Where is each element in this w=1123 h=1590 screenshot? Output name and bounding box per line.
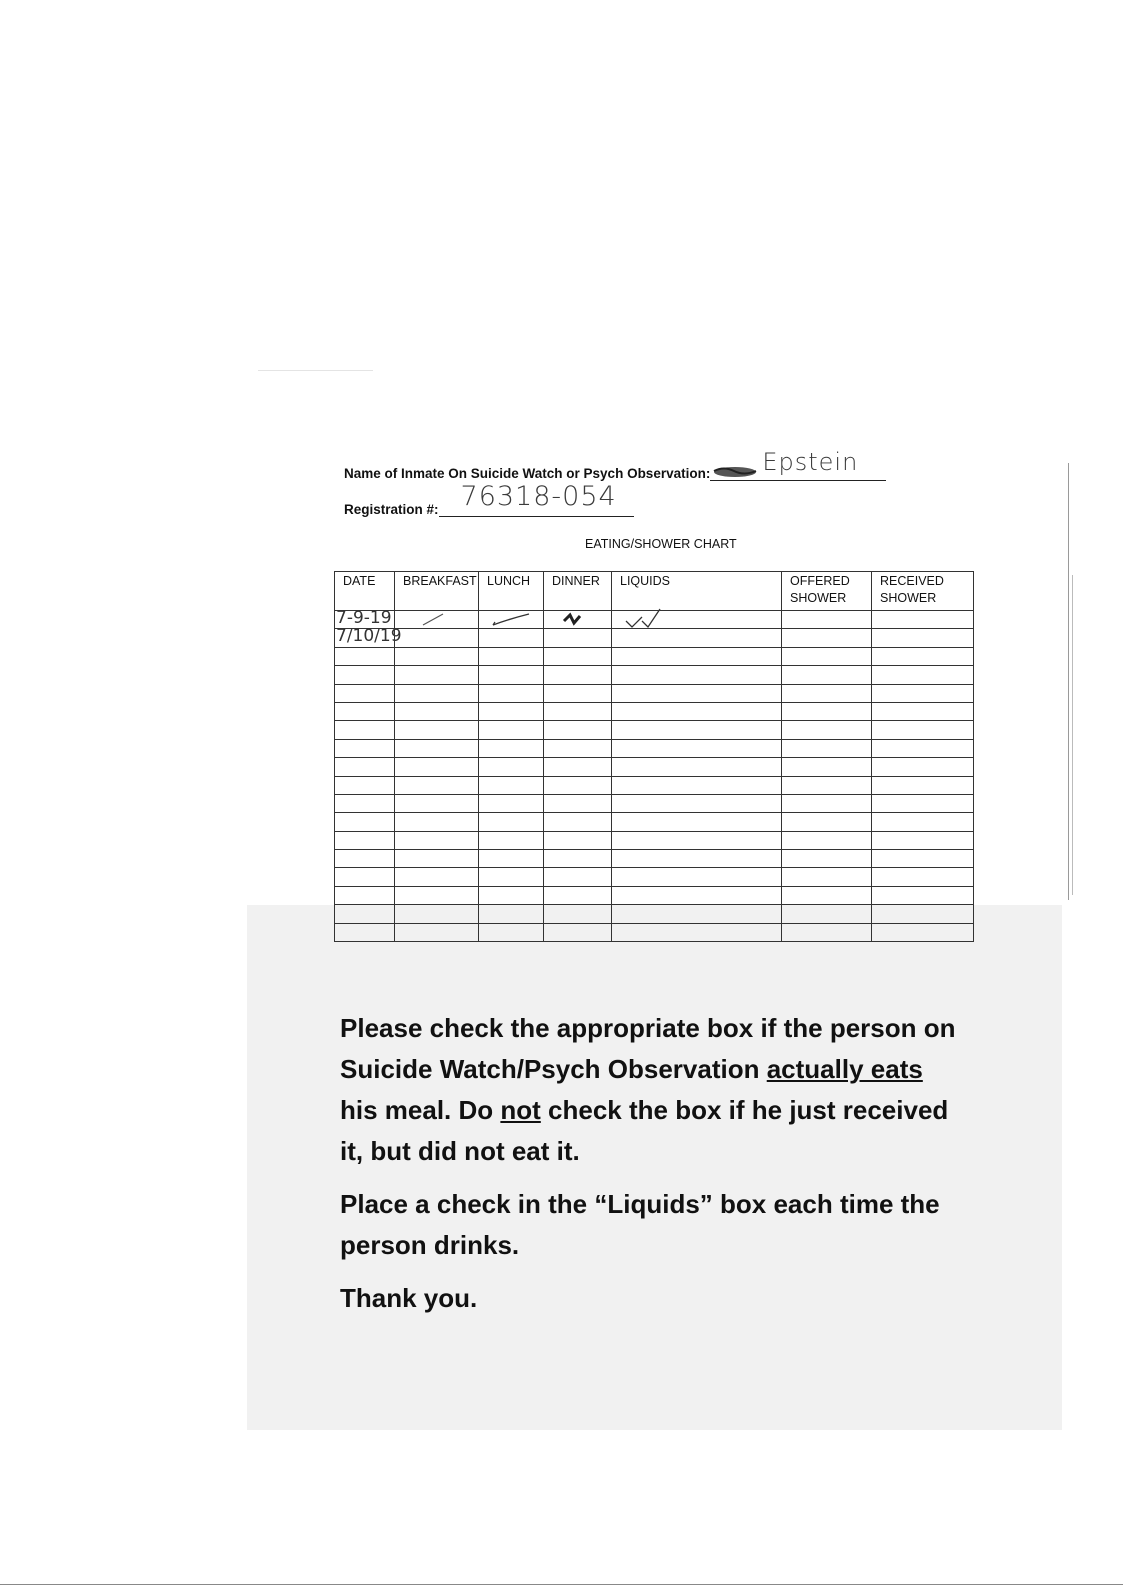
lunch-cell[interactable] — [479, 905, 544, 923]
lunch-cell[interactable] — [479, 886, 544, 904]
received-shower-cell[interactable] — [872, 831, 974, 849]
dinner-cell[interactable] — [544, 905, 612, 923]
table-row — [335, 905, 974, 923]
breakfast-cell[interactable] — [395, 923, 479, 941]
inmate-name-line — [710, 448, 886, 481]
offered-shower-cell[interactable] — [782, 611, 872, 629]
date-cell[interactable] — [335, 868, 395, 886]
inmate-name-label: Name of Inmate On Suicide Watch or Psych Observation: — [344, 466, 711, 481]
lunch-cell[interactable] — [479, 794, 544, 812]
offered-shower-cell[interactable] — [782, 776, 872, 794]
dinner-cell[interactable] — [544, 831, 612, 849]
lunch-cell[interactable] — [479, 611, 544, 629]
received-shower-cell[interactable] — [872, 666, 974, 684]
col-header-date: DATE — [335, 572, 395, 611]
table-row — [335, 684, 974, 702]
registration-line — [439, 481, 634, 517]
table-row — [335, 666, 974, 684]
date-cell[interactable] — [335, 794, 395, 812]
offered-shower-cell[interactable] — [782, 629, 872, 647]
page-fold-line — [1068, 463, 1069, 900]
breakfast-cell[interactable] — [395, 629, 479, 647]
dinner-cell[interactable] — [544, 923, 612, 941]
dinner-cell[interactable] — [544, 850, 612, 868]
table-row — [335, 868, 974, 886]
lunch-cell[interactable] — [479, 721, 544, 739]
liquids-cell[interactable] — [612, 923, 782, 941]
table-row — [335, 923, 974, 941]
lunch-cell[interactable] — [479, 923, 544, 941]
date-cell[interactable] — [335, 702, 395, 720]
liquids-cell[interactable] — [612, 739, 782, 757]
instruction-text: his meal. Do — [340, 1095, 501, 1125]
breakfast-cell[interactable] — [395, 666, 479, 684]
received-shower-cell[interactable] — [872, 850, 974, 868]
liquids-cell[interactable] — [612, 868, 782, 886]
dinner-cell[interactable] — [544, 813, 612, 831]
offered-shower-cell[interactable] — [782, 886, 872, 904]
received-shower-cell[interactable] — [872, 776, 974, 794]
breakfast-cell[interactable] — [395, 813, 479, 831]
instruction-emphasis: actually eats — [766, 1054, 923, 1084]
date-cell[interactable] — [335, 850, 395, 868]
lunch-cell[interactable] — [479, 629, 544, 647]
inmate-name-row — [344, 448, 886, 481]
date-cell[interactable] — [335, 831, 395, 849]
lunch-cell[interactable] — [479, 850, 544, 868]
table-row — [335, 647, 974, 665]
date-cell[interactable] — [335, 813, 395, 831]
date-cell[interactable] — [335, 684, 395, 702]
bottom-rule — [0, 1584, 1123, 1585]
breakfast-cell[interactable] — [395, 868, 479, 886]
offered-shower-cell[interactable] — [782, 794, 872, 812]
liquids-cell[interactable] — [612, 702, 782, 720]
lunch-cell[interactable] — [479, 647, 544, 665]
received-shower-cell[interactable] — [872, 721, 974, 739]
offered-shower-cell[interactable] — [782, 684, 872, 702]
breakfast-check-icon — [395, 611, 479, 629]
dinner-cell[interactable] — [544, 886, 612, 904]
col-header-dinner: DINNER — [544, 572, 612, 611]
breakfast-cell[interactable] — [395, 611, 479, 629]
liquids-cell[interactable] — [612, 776, 782, 794]
instructions-block — [340, 1008, 960, 1331]
liquids-cell[interactable] — [612, 850, 782, 868]
table-row — [335, 776, 974, 794]
breakfast-cell[interactable] — [395, 905, 479, 923]
breakfast-cell[interactable] — [395, 794, 479, 812]
received-shower-cell[interactable] — [872, 611, 974, 629]
dinner-cell[interactable] — [544, 721, 612, 739]
offered-shower-cell[interactable] — [782, 702, 872, 720]
table-header-row — [335, 572, 974, 611]
lunch-cell[interactable] — [479, 831, 544, 849]
liquids-cell[interactable] — [612, 629, 782, 647]
col-header-offered-shower: OFFERED SHOWER — [782, 572, 872, 611]
liquids-cell[interactable] — [612, 721, 782, 739]
liquids-cell[interactable] — [612, 684, 782, 702]
received-shower-cell[interactable] — [872, 647, 974, 665]
date-cell[interactable] — [335, 647, 395, 665]
received-shower-cell[interactable] — [872, 702, 974, 720]
dinner-check-icon — [544, 611, 612, 629]
table-row — [335, 739, 974, 757]
dinner-cell[interactable] — [544, 611, 612, 629]
liquids-cell[interactable] — [612, 886, 782, 904]
offered-shower-cell[interactable] — [782, 721, 872, 739]
dinner-cell[interactable] — [544, 666, 612, 684]
dinner-cell[interactable] — [544, 794, 612, 812]
offered-shower-cell[interactable] — [782, 905, 872, 923]
lunch-cell[interactable] — [479, 776, 544, 794]
table-row — [335, 629, 974, 647]
breakfast-cell[interactable] — [395, 702, 479, 720]
offered-shower-cell[interactable] — [782, 813, 872, 831]
breakfast-cell[interactable] — [395, 721, 479, 739]
dinner-cell[interactable] — [544, 629, 612, 647]
breakfast-cell[interactable] — [395, 739, 479, 757]
offered-shower-cell[interactable] — [782, 666, 872, 684]
dinner-cell[interactable] — [544, 684, 612, 702]
table-row — [335, 721, 974, 739]
lunch-cell[interactable] — [479, 813, 544, 831]
chart-title: EATING/SHOWER CHART — [585, 537, 737, 551]
instruction-text: Please check the appropriate box if the person on Suicide Watch/Psych Observation — [340, 1013, 956, 1084]
table-row — [335, 702, 974, 720]
received-shower-cell[interactable] — [872, 813, 974, 831]
date-handwritten: 7/10/19 — [336, 626, 402, 647]
received-shower-cell[interactable] — [872, 758, 974, 776]
dinner-cell[interactable] — [544, 739, 612, 757]
col-header-lunch: LUNCH — [479, 572, 544, 611]
offered-shower-cell[interactable] — [782, 739, 872, 757]
table-row — [335, 758, 974, 776]
offered-shower-cell[interactable] — [782, 868, 872, 886]
registration-row — [344, 481, 634, 517]
col-header-liquids: LIQUIDS — [612, 572, 782, 611]
received-shower-cell[interactable] — [872, 905, 974, 923]
date-cell[interactable] — [335, 905, 395, 923]
breakfast-cell[interactable] — [395, 886, 479, 904]
received-shower-cell[interactable] — [872, 868, 974, 886]
liquids-cell[interactable] — [612, 831, 782, 849]
offered-shower-cell[interactable] — [782, 647, 872, 665]
date-cell[interactable] — [335, 886, 395, 904]
dinner-cell[interactable] — [544, 758, 612, 776]
offered-shower-cell[interactable] — [782, 758, 872, 776]
received-shower-cell[interactable] — [872, 739, 974, 757]
lunch-cell[interactable] — [479, 684, 544, 702]
lunch-cell[interactable] — [479, 868, 544, 886]
dinner-cell[interactable] — [544, 702, 612, 720]
liquids-cell[interactable] — [612, 794, 782, 812]
date-cell[interactable] — [335, 739, 395, 757]
breakfast-cell[interactable] — [395, 831, 479, 849]
offered-shower-cell[interactable] — [782, 850, 872, 868]
col-header-breakfast: BREAKFAST — [395, 572, 479, 611]
lunch-cell[interactable] — [479, 702, 544, 720]
date-handwritten: 7-9-19 — [336, 608, 392, 628]
instruction-text: check the box if he just received it, but did not eat it. — [340, 1095, 949, 1166]
liquids-cell[interactable] — [612, 611, 782, 629]
instruction-emphasis: not — [500, 1095, 541, 1125]
faint-rule — [258, 370, 373, 371]
registration-label: Registration #: — [344, 502, 439, 517]
lunch-cell[interactable] — [479, 758, 544, 776]
registration-handwritten: 76318-054 — [460, 481, 617, 512]
received-shower-cell[interactable] — [872, 794, 974, 812]
page-fold-line-2 — [1072, 575, 1073, 895]
table-row — [335, 850, 974, 868]
date-cell[interactable] — [335, 776, 395, 794]
lunch-check-icon — [479, 611, 544, 629]
liquids-check-icon — [612, 611, 782, 629]
eating-shower-table — [334, 571, 974, 942]
dinner-cell[interactable] — [544, 868, 612, 886]
table-row — [335, 813, 974, 831]
breakfast-cell[interactable] — [395, 776, 479, 794]
liquids-cell[interactable] — [612, 905, 782, 923]
date-cell[interactable] — [335, 666, 395, 684]
table-row — [335, 611, 974, 629]
table-row — [335, 794, 974, 812]
liquids-cell[interactable] — [612, 647, 782, 665]
received-shower-cell[interactable] — [872, 923, 974, 941]
table-row — [335, 831, 974, 849]
liquids-cell[interactable] — [612, 666, 782, 684]
instruction-paragraph-3: Thank you. — [340, 1283, 478, 1313]
date-cell[interactable] — [335, 626, 402, 647]
dinner-cell[interactable] — [544, 647, 612, 665]
lunch-cell[interactable] — [479, 739, 544, 757]
instruction-paragraph-1 — [340, 1008, 960, 1172]
received-shower-cell[interactable] — [872, 886, 974, 904]
offered-shower-cell[interactable] — [782, 831, 872, 849]
lunch-cell[interactable] — [479, 666, 544, 684]
inmate-name-handwritten: Epstein — [762, 448, 859, 476]
table-row — [335, 886, 974, 904]
col-header-received-shower: RECEIVED SHOWER — [872, 572, 974, 611]
offered-shower-cell[interactable] — [782, 923, 872, 941]
date-cell[interactable] — [335, 721, 395, 739]
breakfast-cell[interactable] — [395, 647, 479, 665]
received-shower-cell[interactable] — [872, 684, 974, 702]
breakfast-cell[interactable] — [395, 850, 479, 868]
received-shower-cell[interactable] — [872, 629, 974, 647]
date-cell[interactable] — [335, 923, 395, 941]
breakfast-cell[interactable] — [395, 758, 479, 776]
dinner-cell[interactable] — [544, 776, 612, 794]
instruction-paragraph-2: Place a check in the “Liquids” box each time the person drinks. — [340, 1189, 940, 1260]
liquids-cell[interactable] — [612, 813, 782, 831]
crossed-out-scribble — [712, 465, 758, 478]
date-cell[interactable] — [335, 758, 395, 776]
liquids-cell[interactable] — [612, 758, 782, 776]
breakfast-cell[interactable] — [395, 684, 479, 702]
